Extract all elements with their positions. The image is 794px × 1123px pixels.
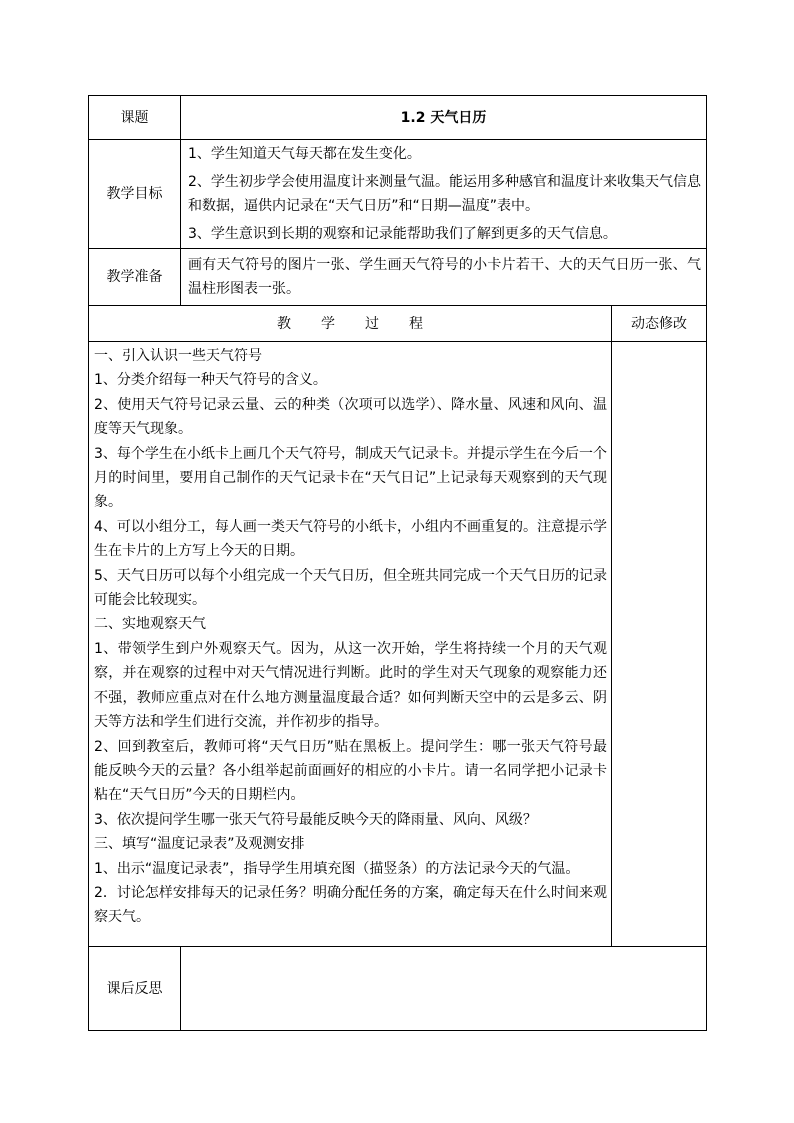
process-row xyxy=(89,342,707,947)
process-header: 教学过程 xyxy=(89,306,612,342)
reflection-row xyxy=(89,947,707,1031)
process-line: 2、回到教室后，教师可将“天气日历”贴在黑板上。提问学生：哪一张天气符号最能反映今天的云量？各小组举起前面画好的相应的小卡片。请一名同学把小记录卡粘在“天气日历”今天的日期栏内。 xyxy=(94,738,607,804)
process-line: 2、使用天气符号记录云量、云的种类（次项可以选学）、降水量、风速和风向、温度等天气现象。 xyxy=(94,396,607,438)
revision-header: 动态修改 xyxy=(612,306,707,342)
lesson-plan-table xyxy=(88,95,707,1031)
lesson-plan-page xyxy=(88,95,706,1031)
prep-row xyxy=(89,249,707,306)
goal-item: 3、学生意识到长期的观察和记录能帮助我们了解到更多的天气信息。 xyxy=(188,226,617,242)
process-line: 三、填写“温度记录表”及观测安排 xyxy=(94,836,305,853)
process-line: 1、出示“温度记录表”，指导学生用填充图（描竖条）的方法记录今天的气温。 xyxy=(94,860,580,877)
goal-item: 1、学生知道天气每天都在发生变化。 xyxy=(188,146,421,162)
topic-row xyxy=(89,96,707,140)
process-line: 二、实地观察天气 xyxy=(94,616,206,633)
revision-cell xyxy=(612,342,707,947)
lesson-title: 1.2 天气日历 xyxy=(181,96,707,140)
process-line: 3、依次提问学生哪一张天气符号最能反映今天的降雨量、风向、风级？ xyxy=(94,811,537,828)
prep-content: 画有天气符号的图片一张、学生画天气符号的小卡片若干、大的天气日历一张、气温柱形图表一张。 xyxy=(181,249,707,306)
process-line: 5、天气日历可以每个小组完成一个天气日历，但全班共同完成一个天气日历的记录可能会比较现实。 xyxy=(94,567,607,609)
goals-label: 教学目标 xyxy=(89,140,181,249)
goals-content xyxy=(181,140,707,249)
process-line: 一、引入认识一些天气符号 xyxy=(94,348,262,364)
process-header-row xyxy=(89,306,707,342)
reflection-content xyxy=(181,947,707,1031)
process-line: 2．讨论怎样安排每天的记录任务？明确分配任务的方案，确定每天在什么时间来观察天气。 xyxy=(94,884,607,926)
process-content xyxy=(89,342,612,947)
topic-label: 课题 xyxy=(89,96,181,140)
goals-row xyxy=(89,140,707,249)
prep-label: 教学准备 xyxy=(89,249,181,306)
process-line: 1、分类介绍每一种天气符号的含义。 xyxy=(94,372,327,389)
reflection-label: 课后反思 xyxy=(89,947,181,1031)
process-line: 1、带领学生到户外观察天气。因为，从这一次开始，学生将持续一个月的天气观察，并在观察的过程中对天气情况进行判断。此时的学生对天气现象的观察能力还不强，教师应重点对在什么地方测量温度最合适？如何判断天空中的云是多云、阴天等方法和学生们进行交流，并作初步的指导。 xyxy=(94,640,607,731)
process-line: 3、每个学生在小纸卡上画几个天气符号，制成天气记录卡。并提示学生在今后一个月的时间里，要用自己制作的天气记录卡在“天气日记”上记录每天观察到的天气现象。 xyxy=(94,445,607,511)
process-line: 4、可以小组分工，每人画一类天气符号的小纸卡，小组内不画重复的。注意提示学生在卡片的上方写上今天的日期。 xyxy=(94,518,607,560)
goal-item: 2、学生初步学会使用温度计来测量气温。能运用多种感官和温度计来收集天气信息和数据，逼供内记录在“天气日历”和“日期—温度”表中。 xyxy=(188,174,701,214)
